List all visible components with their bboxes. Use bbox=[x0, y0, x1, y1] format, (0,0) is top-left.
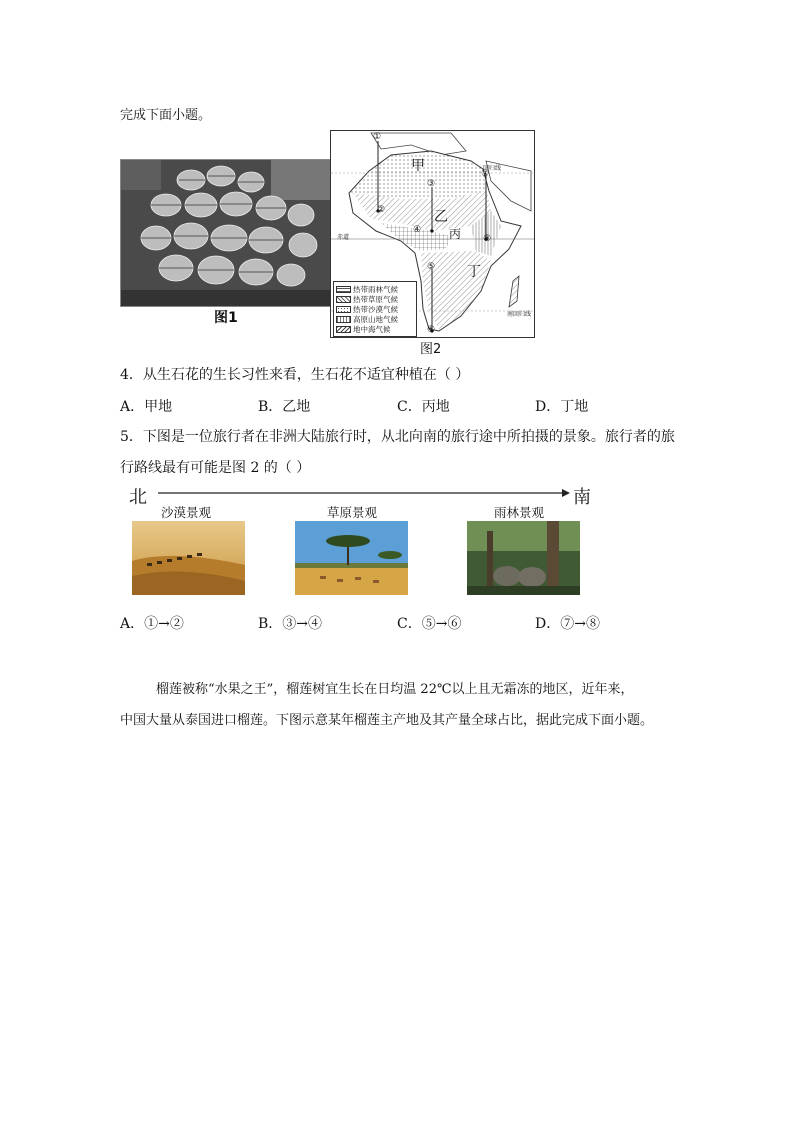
region-label-bing: 丙 bbox=[449, 227, 462, 241]
scene-label-rainforest: 雨林景观 bbox=[494, 505, 545, 520]
q4-option-b: B．乙地 bbox=[258, 399, 311, 415]
figure1-caption: 图1 bbox=[214, 310, 238, 326]
point-5-marker: ⑤ bbox=[427, 262, 436, 272]
grassland-scene-photo bbox=[295, 521, 408, 595]
tropic-south-label: 南回归线 bbox=[507, 311, 532, 318]
point-7-marker: ⑦ bbox=[481, 169, 490, 179]
north-label: 北 bbox=[129, 487, 147, 508]
q5-option-c: C．⑤→⑥ bbox=[397, 616, 462, 632]
legend-item-savanna bbox=[336, 294, 414, 304]
region-label-ding: 丁 bbox=[467, 264, 481, 280]
south-label: 南 bbox=[573, 487, 591, 508]
north-south-arrow bbox=[156, 486, 572, 500]
q5-stem-line1: 5．下图是一位旅行者在非洲大陆旅行时，从北向南的旅行途中所拍摄的景象。旅行者的旅 bbox=[120, 429, 675, 445]
legend-label: 热带草原气候 bbox=[353, 294, 398, 304]
point-1-marker: ① bbox=[373, 132, 382, 142]
africa-climate-map bbox=[330, 130, 535, 338]
legend-item-mediterranean bbox=[336, 324, 414, 334]
legend-item-desert bbox=[336, 304, 414, 314]
passage-line1: 榴莲被称“水果之王”，榴莲树宜生长在日均温 22℃以上且无霜冻的地区，近年来， bbox=[156, 682, 634, 697]
figure2-caption: 图2 bbox=[420, 342, 442, 357]
legend-label: 高原山地气候 bbox=[353, 314, 398, 324]
q5-option-a: A．①→② bbox=[120, 616, 184, 632]
legend-label: 热带雨林气候 bbox=[353, 284, 398, 294]
figure1-photo bbox=[120, 159, 332, 307]
legend-label: 热带沙漠气候 bbox=[353, 304, 398, 314]
map-legend bbox=[333, 281, 417, 337]
desert-scene-photo bbox=[132, 521, 245, 595]
q4-option-d: D．丁地 bbox=[535, 399, 589, 415]
rainforest-scene-photo bbox=[467, 521, 580, 595]
point-2-marker: ② bbox=[377, 205, 386, 215]
tropic-north-label: 回归线 bbox=[483, 165, 502, 172]
lithops-image bbox=[121, 160, 331, 306]
legend-label: 地中海气候 bbox=[353, 324, 391, 334]
point-6-marker: ⑥ bbox=[427, 325, 436, 335]
legend-swatch bbox=[336, 316, 351, 323]
legend-item-rainforest bbox=[336, 284, 414, 294]
legend-swatch bbox=[336, 286, 351, 293]
scene-label-desert: 沙漠景观 bbox=[161, 505, 212, 520]
q4-stem: 4．从生石花的生长习性来看，生石花不适宜种植在（ ） bbox=[120, 367, 470, 383]
point-4-marker: ④ bbox=[413, 225, 422, 235]
equator-label: 赤道 bbox=[337, 234, 350, 241]
q5-stem-line2: 行路线最有可能是图 2 的（ ） bbox=[120, 460, 311, 476]
region-label-yi: 乙 bbox=[434, 209, 448, 225]
scene-label-grassland: 草原景观 bbox=[327, 505, 378, 520]
legend-swatch bbox=[336, 326, 351, 333]
legend-swatch bbox=[336, 296, 351, 303]
intro-text: 完成下面小题。 bbox=[120, 108, 212, 123]
q4-option-c: C．丙地 bbox=[397, 399, 450, 415]
q5-option-d: D．⑦→⑧ bbox=[535, 616, 600, 632]
passage-line2: 中国大量从泰国进口榴莲。下图示意某年榴莲主产地及其产量全球占比，据此完成下面小题。 bbox=[120, 713, 654, 728]
q4-option-a: A．甲地 bbox=[120, 399, 173, 415]
q5-option-b: B．③→④ bbox=[258, 616, 323, 632]
legend-item-highland bbox=[336, 314, 414, 324]
point-8-marker: ⑧ bbox=[483, 234, 492, 244]
region-label-jia: 甲 bbox=[411, 158, 425, 174]
point-3-marker: ③ bbox=[427, 179, 436, 189]
legend-swatch bbox=[336, 306, 351, 313]
